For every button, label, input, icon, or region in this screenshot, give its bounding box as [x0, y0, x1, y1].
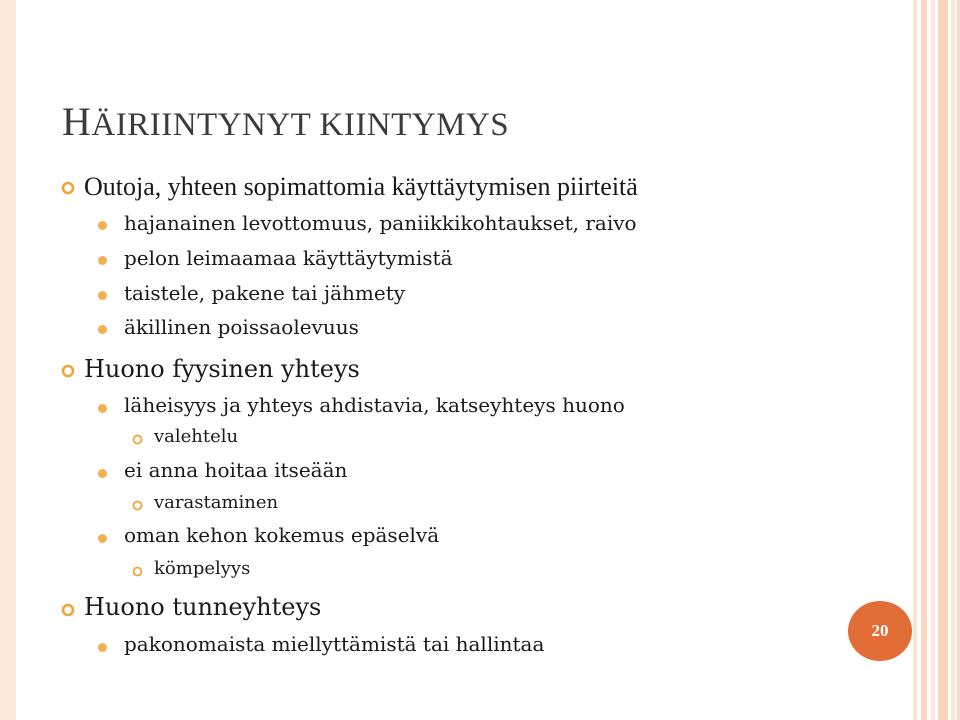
bullet-level2: pelon leimaamaa käyttäytymistä — [124, 246, 453, 270]
ring-bullet-icon — [132, 566, 143, 577]
dot-bullet-icon — [98, 256, 107, 265]
page-number: 20 — [871, 621, 889, 640]
bullet-level2: ei anna hoitaa itseään — [124, 458, 348, 482]
slide-title — [62, 98, 509, 145]
bullet-level2: taistele, pakene tai jähmety — [124, 281, 406, 305]
bullet-level2: pakonomaista miellyttämistä tai hallintaa — [124, 632, 545, 656]
bullet-text: Outoja, yhteen sopimattomia käyttäytymisen piirteitä — [84, 172, 638, 201]
sun-bullet-icon — [61, 603, 75, 617]
page-number-badge — [848, 601, 912, 661]
dot-bullet-icon — [98, 404, 107, 413]
bullet-level1 — [84, 172, 638, 202]
bullet-level2: äkillinen poissaolevuus — [124, 315, 359, 339]
bullet-level3: valehtelu — [154, 426, 239, 447]
bullet-level2: oman kehon kokemus epäselvä — [124, 523, 440, 547]
title-first-letter: H — [62, 99, 92, 144]
sun-bullet-icon — [61, 364, 75, 378]
ring-bullet-icon — [132, 500, 143, 511]
bullet-level3: kömpelyys — [154, 558, 251, 579]
bullet-level1: Huono tunneyhteys — [84, 593, 322, 621]
ring-bullet-icon — [132, 434, 143, 445]
bullet-level2: hajanainen levottomuus, paniikkikohtaukset, raivo — [124, 211, 637, 235]
dot-bullet-icon — [98, 534, 107, 543]
bullet-level1: Huono fyysinen yhteys — [84, 355, 360, 383]
dot-bullet-icon — [98, 469, 107, 478]
dot-bullet-icon — [98, 221, 107, 230]
bullet-level2: läheisyys ja yhteys ahdistavia, katseyhteys huono — [124, 393, 625, 417]
dot-bullet-icon — [98, 643, 107, 652]
dot-bullet-icon — [98, 325, 107, 334]
title-rest: ÄIRIINTYNYT KIINTYMYS — [91, 107, 510, 143]
sun-bullet-icon — [61, 181, 75, 195]
left-decorative-bar — [0, 0, 16, 720]
bullet-level3: varastaminen — [154, 492, 279, 513]
dot-bullet-icon — [98, 291, 107, 300]
right-decorative-stripes — [913, 0, 960, 720]
